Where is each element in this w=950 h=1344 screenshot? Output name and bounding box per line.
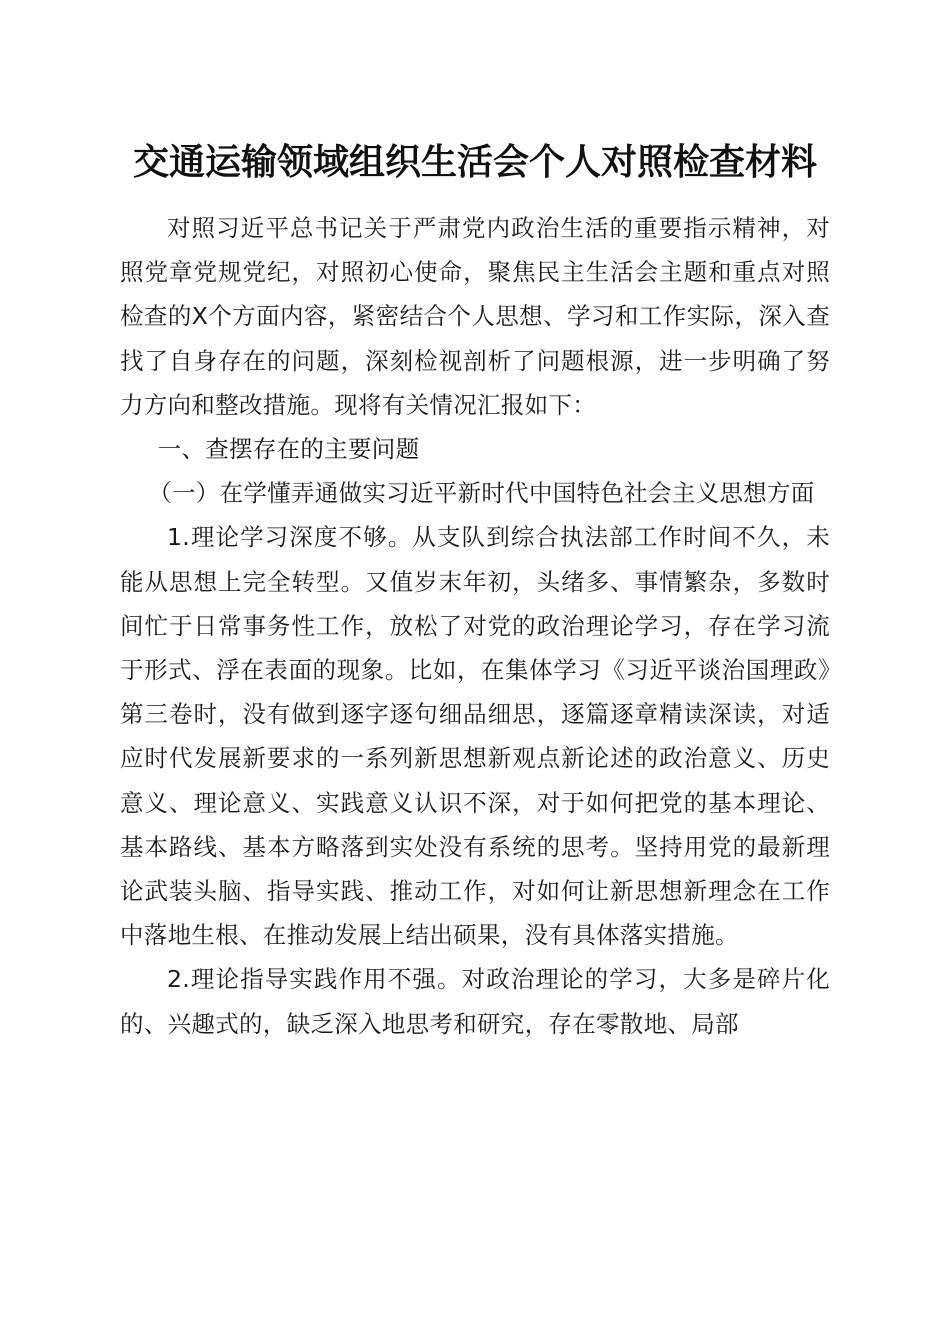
issue-paragraph-1: 1.理论学习深度不够。从支队到综合执法部工作时间不久，未能从思想上完全转型。又值岁末年初，头绪多、事情繁杂，多数时间忙于日常事务性工作，放松了对党的政治理论学习，存在学习流于形式、浮在表面的现象。比如，在集体学习《习近平谈治国理政》第三卷时，没有做到逐字逐句细品细思，逐篇逐章精读深读，对适应时代发展新要求的一系列新思想新观点新论述的政治意义、历史意义、理论意义、实践意义认识不深，对于如何把党的基本理论、基本路线、基本方略落到实处没有系统的思考。坚持用党的最新理论武装头脑、指导实践、推动工作，对如何让新思想新理念在工作中落地生根、在推动发展上结出硕果，没有具体落实措施。 bbox=[120, 523, 830, 950]
document-body bbox=[120, 206, 830, 1046]
section-heading: 一、查摆存在的主要问题 bbox=[157, 435, 420, 464]
intro-paragraph: 对照习近平总书记关于严肃党内政治生活的重要指示精神，对照党章党规党纪，对照初心使命，聚焦民主生活会主题和重点对照检查的X个方面内容，紧密结合个人思想、学习和工作实际，深入查找了自身存在的问题，深刻检视剖析了问题根源，进一步明确了努力方向和整改措施。现将有关情况汇报如下： bbox=[120, 214, 830, 419]
subsection-heading: （一）在学懂弄通做实习近平新时代中国特色社会主义思想方面 bbox=[148, 479, 815, 508]
issue-paragraph-2: 2.理论指导实践作用不强。对政治理论的学习，大多是碎片化的、兴趣式的，缺乏深入地思考和研究，存在零散地、局部 bbox=[120, 965, 830, 1038]
document-title: 交通运输领域组织生活会个人对照检查材料 bbox=[132, 141, 817, 183]
